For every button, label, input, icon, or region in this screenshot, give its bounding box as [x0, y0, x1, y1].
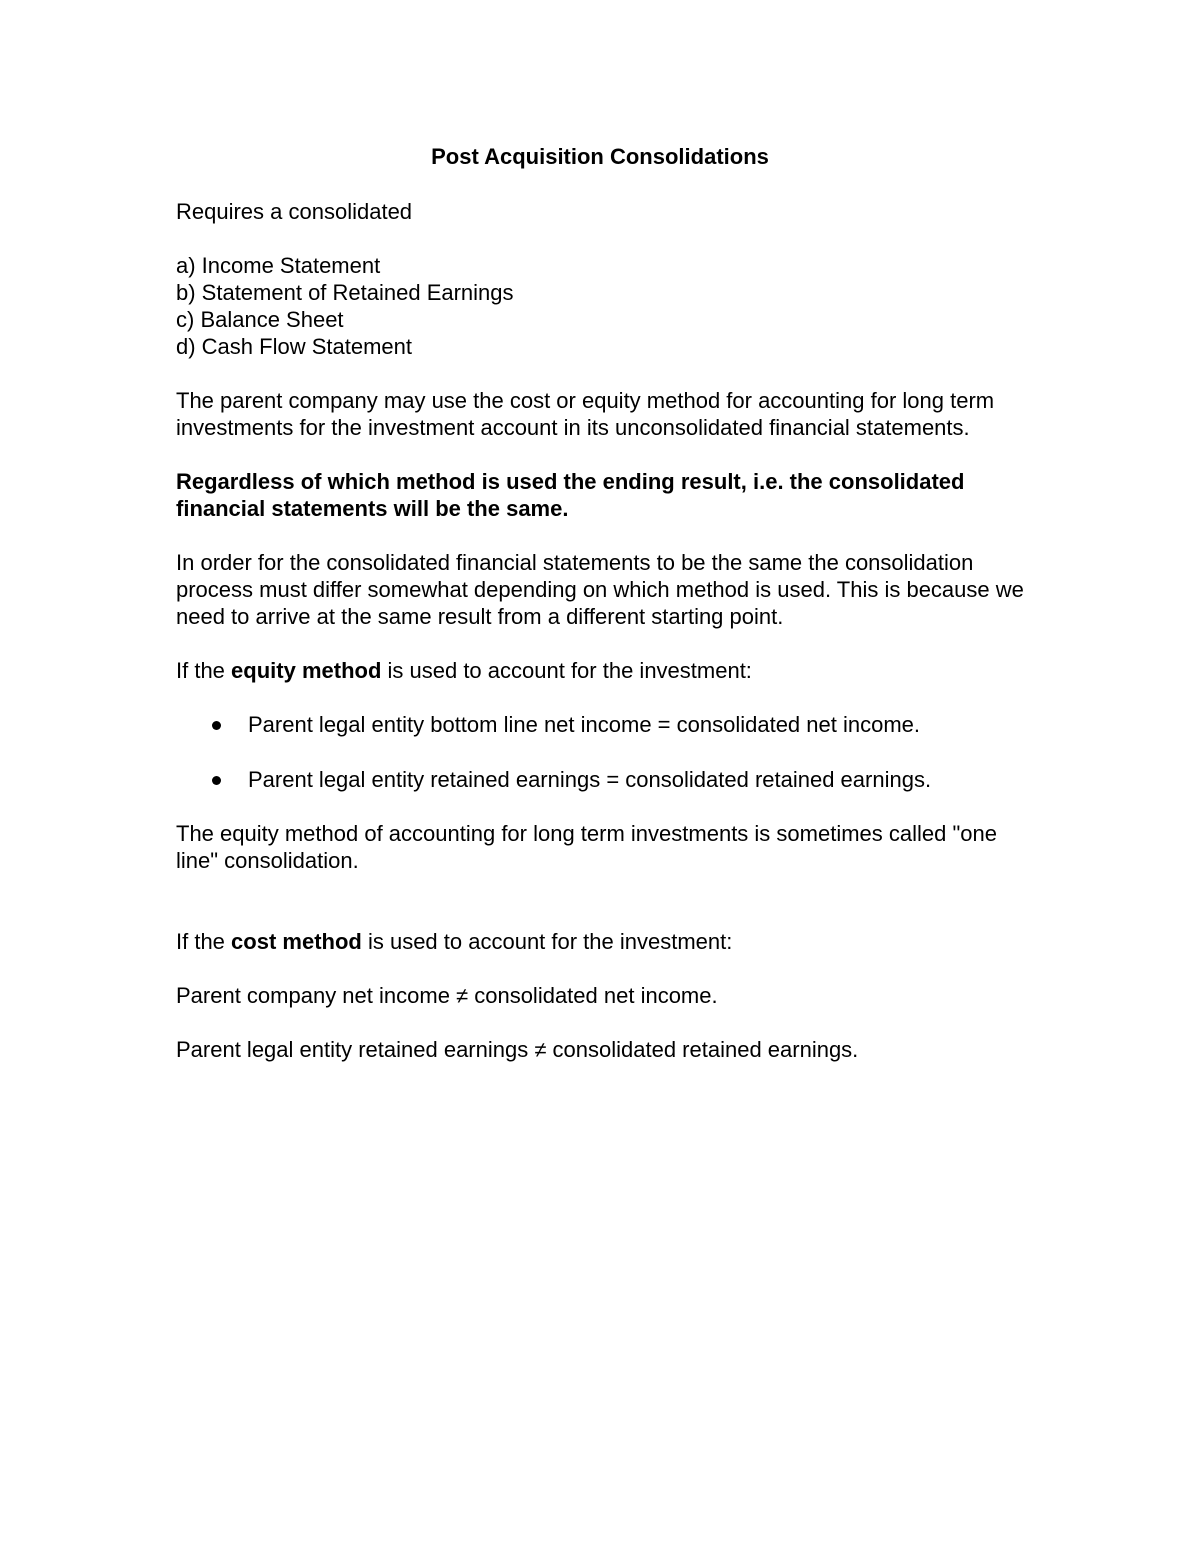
methods-paragraph: The parent company may use the cost or equity method for accounting for long term investments for the investment account in its unconsolidated financial statements.	[176, 388, 995, 440]
cost-prefix: If the	[176, 929, 232, 954]
order-paragraph: In order for the consolidated financial statements to be the same the consolidation process must differ somewhat depending on which method is used. This is because we need to arrive at the same result from a different starting point.	[176, 550, 1024, 629]
bullet-icon	[212, 721, 221, 730]
list-item	[176, 711, 1036, 738]
statement-item: b) Statement of Retained Earnings	[176, 280, 514, 305]
regardless-paragraph: Regardless of which method is used the ending result, i.e. the consolidated financial statements will be the same.	[176, 469, 965, 521]
document-page	[176, 143, 1036, 1090]
document-title: Post Acquisition Consolidations	[431, 144, 769, 169]
equity-method-heading	[176, 657, 1036, 684]
equity-bullet-list	[176, 711, 1036, 793]
intro-text: Requires a consolidated	[176, 199, 413, 224]
blank-line	[176, 901, 1036, 928]
equity-term: equity method	[231, 658, 382, 683]
cost-suffix: is used to account for the investment:	[361, 929, 733, 954]
one-line-note: The equity method of accounting for long term investments is sometimes called "one line" consolidation.	[176, 821, 997, 873]
list-item-text: Parent legal entity retained earnings = consolidated retained earnings.	[248, 767, 932, 792]
cost-term: cost method	[231, 929, 362, 954]
cost-method-heading	[176, 928, 1036, 955]
equity-suffix: is used to account for the investment:	[381, 658, 752, 683]
cost-net-income-line: Parent company net income ≠ consolidated net income.	[176, 983, 718, 1008]
statement-item: c) Balance Sheet	[176, 307, 344, 332]
statement-item: a) Income Statement	[176, 253, 381, 278]
bullet-icon	[212, 776, 221, 785]
cost-retained-earnings-line: Parent legal entity retained earnings ≠ consolidated retained earnings.	[176, 1037, 859, 1062]
list-item-text: Parent legal entity bottom line net income = consolidated net income.	[248, 712, 921, 737]
list-item	[176, 766, 1036, 793]
statement-item: d) Cash Flow Statement	[176, 334, 412, 359]
equity-prefix: If the	[176, 658, 232, 683]
statement-list	[176, 252, 1036, 360]
